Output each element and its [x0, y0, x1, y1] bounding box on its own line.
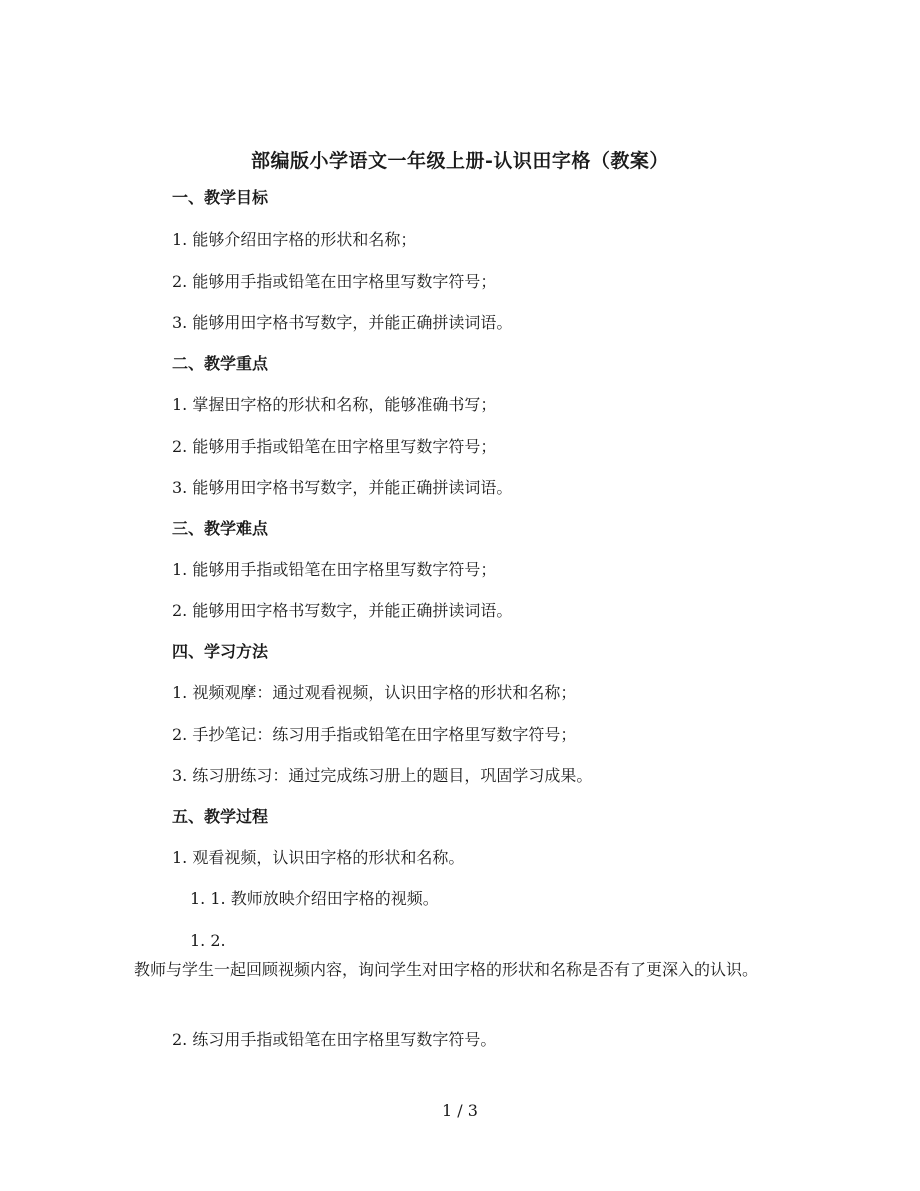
difficulty-item-2: 2. 能够用田字格书写数字，并能正确拼读词语。	[172, 601, 513, 620]
process-step-1-2-text: 教师与学生一起回顾视频内容，询问学生对田字格的形状和名称是否有了更深入的认识。	[134, 960, 759, 979]
key-point-item-1: 1. 掌握田字格的形状和名称，能够准确书写；	[172, 395, 497, 414]
key-point-item-3: 3. 能够用田字格书写数字，并能正确拼读词语。	[172, 478, 513, 497]
method-item-1: 1. 视频观摩：通过观看视频，认识田字格的形状和名称；	[172, 683, 577, 702]
page-number: 1 / 3	[442, 1101, 478, 1120]
section-heading-difficulties: 三、教学难点	[172, 519, 269, 538]
section-heading-methods: 四、学习方法	[172, 642, 269, 661]
process-step-2: 2. 练习用手指或铅笔在田字格里写数字符号。	[172, 1030, 497, 1049]
objective-item-1: 1. 能够介绍田字格的形状和名称；	[172, 230, 417, 249]
process-step-1: 1. 观看视频，认识田字格的形状和名称。	[172, 848, 465, 867]
method-item-3: 3. 练习册练习：通过完成练习册上的题目，巩固学习成果。	[172, 766, 593, 785]
process-step-1-2-label: 1. 2.	[190, 931, 226, 950]
objective-item-3: 3. 能够用田字格书写数字，并能正确拼读词语。	[172, 313, 513, 332]
key-point-item-2: 2. 能够用手指或铅笔在田字格里写数字符号；	[172, 437, 497, 456]
section-heading-process: 五、教学过程	[172, 807, 269, 826]
section-heading-objectives: 一、教学目标	[172, 188, 269, 207]
objective-item-2: 2. 能够用手指或铅笔在田字格里写数字符号；	[172, 272, 497, 291]
method-item-2: 2. 手抄笔记：练习用手指或铅笔在田字格里写数字符号；	[172, 725, 577, 744]
difficulty-item-1: 1. 能够用手指或铅笔在田字格里写数字符号；	[172, 560, 497, 579]
document-title: 部编版小学语文一年级上册-认识田字格（教案）	[251, 150, 669, 172]
process-step-1-1: 1. 1. 教师放映介绍田字格的视频。	[190, 889, 439, 908]
section-heading-key-points: 二、教学重点	[172, 354, 269, 373]
